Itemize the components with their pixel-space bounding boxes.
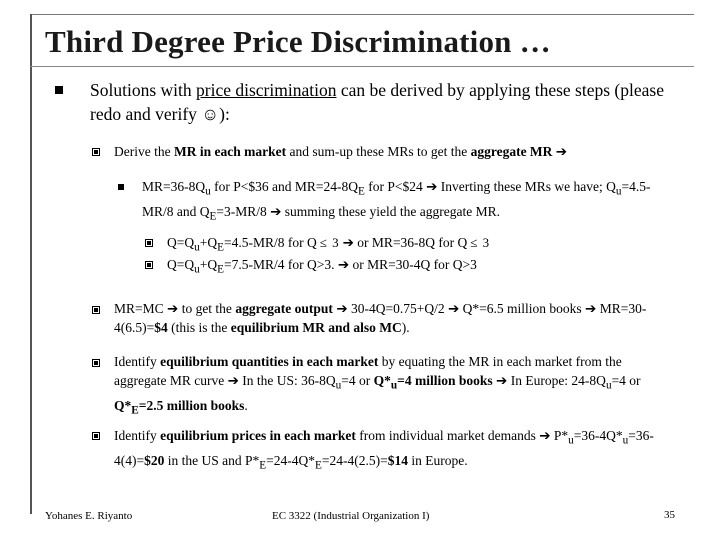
step2-bold: equilibrium MR and also MC [230,320,402,335]
step1-text [114,142,674,161]
step4-part: =36-4(4)= [114,428,654,468]
slide-title: Third Degree Price Discrimination … [45,24,551,59]
step1-part: and sum-up these MRs to get the [286,144,471,159]
step3-text [114,352,674,420]
subscript: u [622,434,629,447]
step4-part: in the US and P* [164,452,260,468]
step3-part: . [244,397,248,413]
step2-text [114,299,674,337]
step2-bold: $4 [154,320,168,335]
step4-part: =36-4Q* [573,428,623,443]
inequality-symbol: ≤ 3 [470,235,491,250]
subscript: E [259,459,267,472]
step4-part: in Europe. [407,452,468,468]
eq-part: Q=Q [167,257,195,272]
sub-part: =4.5-MR/8 and Q [142,179,651,219]
step4-part: =24-4(2.5)= [321,452,388,468]
equation2-text [167,255,687,280]
step4-bold: $20 [144,452,165,468]
subscript: u [568,434,574,447]
intro-text-end: can be derived by applying these steps (please redo and verify ☺): [90,80,664,124]
step3-part: by equating the MR in each market from the aggregate MR curve ➔ In the US: 36-8Q [114,354,622,388]
equation2-bullet [145,261,153,269]
intro-paragraph [90,78,670,126]
subscript: E [217,241,224,254]
step2-part: (this is the [167,320,231,335]
intro-underlined-term: price discrimination [196,80,337,100]
footer-course: EC 3322 (Industrial Organization I) [272,510,430,522]
eq-part: +Q [199,257,218,272]
subscript: E [209,210,217,223]
subscript: E [357,185,365,198]
step4-bullet [92,432,100,440]
step4-part: from individual market demands ➔ P* [355,428,569,443]
step2-part: MR=MC ➔ to get the [114,301,236,316]
step1-bullet [92,148,100,156]
step2-part: ➔ 30-4Q=0.75+Q/2 ➔ Q*=6.5 million books ➔ MR=30-4(6.5)= [114,301,647,335]
subscript: E [314,459,322,472]
level1-bullet [55,86,63,94]
subscript: u [390,379,398,392]
step1-sub-text [142,177,672,226]
step3-part: Identify [114,354,161,369]
step1-bold: aggregate MR [470,144,553,159]
subscript: E [217,263,224,276]
step1-bold: MR in each market [173,144,287,159]
frame-left-border [30,14,32,514]
sub-part: for P<$24 ➔ Inverting these MRs we have; Q [364,179,616,194]
step2-bold: aggregate output [235,301,333,316]
step1-part: Derive the [114,144,174,159]
subscript: u [194,241,200,254]
step3-bullet [92,359,100,367]
step1-part: ➔ [552,144,568,159]
step2-bullet [92,306,100,314]
step3-part: =4 or [341,373,374,388]
step3-part: =4 or [611,373,641,388]
step3-bold: =2.5 million books [138,397,245,413]
footer-author: Yohanes E. Riyanto [45,510,133,522]
page-number: 35 [664,509,675,521]
title-divider [30,66,694,67]
eq-part: =7.5-MR/4 for Q>3. ➔ or MR=30-4Q for Q>3 [224,257,477,272]
subscript: u [605,379,612,392]
subscript: u [205,185,211,198]
step2-part: ). [401,320,410,335]
equation1-bullet [145,239,153,247]
intro-text-start: Solutions with [90,80,196,100]
step3-bold: =4 million books [397,373,493,388]
equation1-text [167,233,687,258]
step3-bold: Q* [114,397,132,413]
sub-part: MR=36-8Q [142,179,206,194]
step4-bold: $14 [387,452,408,468]
eq-part: =4.5-MR/8 for Q [224,235,317,250]
eq-part: ➔ or MR=36-8Q for Q [342,235,468,250]
step3-bold: equilibrium quantities in each market [160,354,379,369]
step3-part: ➔ In Europe: 24-8Q [492,373,606,388]
subscript: u [335,379,342,392]
subscript: u [615,185,622,198]
step1-sub-bullet [118,184,124,190]
sub-part: for P<$36 and MR=24-8Q [210,179,358,194]
subscript: E [131,404,139,417]
sub-part: =3-MR/8 ➔ summing these yield the aggregate MR. [216,203,501,219]
step3-bold: Q* [373,373,391,388]
frame-top-border [30,14,694,15]
step4-bold: equilibrium prices in each market [160,428,356,443]
step4-text [114,426,674,475]
eq-part: +Q [199,235,218,250]
step4-part: Identify [114,428,161,443]
eq-part: Q=Q [167,235,195,250]
step4-part: =24-4Q* [266,452,315,468]
subscript: u [194,263,200,276]
inequality-symbol: ≤ 3 [319,235,340,250]
